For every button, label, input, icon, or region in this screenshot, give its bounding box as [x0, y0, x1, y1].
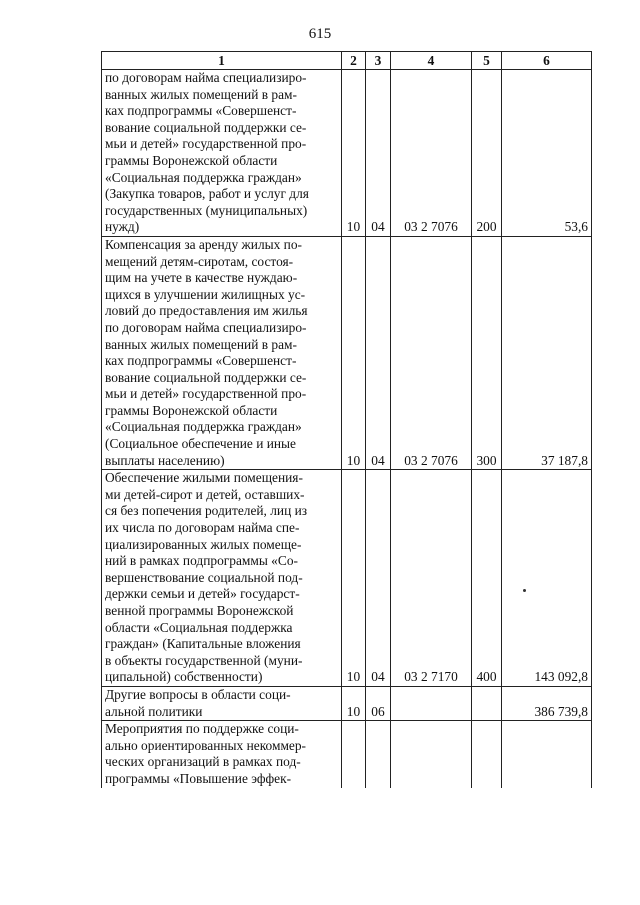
budget-table [101, 51, 592, 788]
expense-type-code [472, 686, 502, 720]
description-line: циализированных жилых помеще- [105, 536, 302, 552]
scan-speck [523, 589, 526, 592]
description-line: Другие вопросы в области соци- [105, 686, 291, 702]
row-description [102, 236, 342, 469]
description-line: ний в рамках подпрограммы «Со- [105, 553, 298, 569]
description-line: ально ориентированных некоммер- [105, 737, 307, 753]
target-article-code: 03 2 7076 [391, 236, 472, 469]
description-line: граммы Воронежской области [105, 152, 278, 168]
amount: 53,6 [502, 70, 592, 237]
row-description [102, 470, 342, 687]
row-description [102, 721, 342, 788]
description-line: нужд) [105, 219, 140, 235]
description-line: щихся в улучшении жилищных ус- [105, 286, 306, 302]
table-row [102, 70, 592, 237]
subsection-code: 04 [366, 70, 391, 237]
target-article-code [391, 721, 472, 788]
description-line: Обеспечение жилыми помещения- [105, 470, 303, 486]
expense-type-code: 300 [472, 236, 502, 469]
description-line: ках подпрограммы «Совершенст- [105, 353, 297, 369]
header-cell: 6 [502, 52, 592, 70]
description-line: граждан» (Капитальные вложения [105, 636, 301, 652]
section-code: 10 [342, 236, 366, 469]
table-row [102, 721, 592, 788]
amount: 37 187,8 [502, 236, 592, 469]
description-line: (Социальное обеспечение и иные [105, 436, 296, 452]
expense-type-code: 400 [472, 470, 502, 687]
amount: 386 739,8 [502, 686, 592, 720]
section-code [342, 721, 366, 788]
header-cell: 1 [102, 52, 342, 70]
subsection-code: 04 [366, 236, 391, 469]
description-line: программы «Повышение эффек- [105, 770, 292, 786]
description-line: Компенсация за аренду жилых по- [105, 236, 302, 252]
description-line: Мероприятия по поддержке соци- [105, 721, 299, 737]
header-cell: 3 [366, 52, 391, 70]
description-line: ческих организаций в рамках под- [105, 754, 301, 770]
description-line: в объекты государственной (муни- [105, 652, 303, 668]
description-line: государственных (муниципальных) [105, 202, 308, 218]
description-line: ках подпрограммы «Совершенст- [105, 103, 297, 119]
section-code: 10 [342, 70, 366, 237]
subsection-code [366, 721, 391, 788]
description-line: мьи и детей» государственной про- [105, 386, 307, 402]
header-cell: 5 [472, 52, 502, 70]
section-code: 10 [342, 470, 366, 687]
description-line: ванных жилых помещений в рам- [105, 336, 297, 352]
table-row [102, 686, 592, 720]
header-cell: 2 [342, 52, 366, 70]
description-line: мещений детям-сиротам, состоя- [105, 253, 294, 269]
description-line: по договорам найма специализиро- [105, 70, 307, 85]
description-line: щим на учете в качестве нуждаю- [105, 270, 298, 286]
description-line: ципальной) собственности) [105, 669, 263, 685]
expense-type-code [472, 721, 502, 788]
description-line: держки семьи и детей» государст- [105, 586, 300, 602]
description-line: вершенствование социальной под- [105, 569, 303, 585]
description-line: ванных жилых помещений в рам- [105, 86, 297, 102]
description-line: мьи и детей» государственной про- [105, 136, 307, 152]
description-line: ловий до предоставления им жилья [105, 303, 308, 319]
description-line: граммы Воронежской области [105, 402, 278, 418]
target-article-code [391, 686, 472, 720]
target-article-code: 03 2 7076 [391, 70, 472, 237]
row-description [102, 686, 342, 720]
target-article-code: 03 2 7170 [391, 470, 472, 687]
description-line: области «Социальная поддержка [105, 619, 293, 635]
section-code: 10 [342, 686, 366, 720]
description-line: выплаты населению) [105, 452, 225, 468]
table-row [102, 470, 592, 687]
amount: 143 092,8 [502, 470, 592, 687]
expense-type-code: 200 [472, 70, 502, 237]
description-line: альной политики [105, 703, 203, 719]
page-number: 615 [308, 26, 332, 42]
description-line: (Закупка товаров, работ и услуг для [105, 186, 309, 202]
description-line: «Социальная поддержка граждан» [105, 169, 302, 185]
subsection-code: 06 [366, 686, 391, 720]
description-line: «Социальная поддержка граждан» [105, 419, 302, 435]
description-line: ся без попечения родителей, лиц из [105, 503, 308, 519]
table-row [102, 236, 592, 469]
description-line: вование социальной поддержки се- [105, 119, 307, 135]
header-row [102, 52, 592, 70]
header-cell: 4 [391, 52, 472, 70]
description-line: по договорам найма специализиро- [105, 319, 307, 335]
description-line: вование социальной поддержки се- [105, 369, 307, 385]
amount [502, 721, 592, 788]
description-line: ми детей-сирот и детей, оставших- [105, 486, 305, 502]
row-description [102, 70, 342, 237]
subsection-code: 04 [366, 470, 391, 687]
description-line: венной программы Воронежской [105, 603, 294, 618]
description-line: их числа по договорам найма спе- [105, 520, 300, 536]
